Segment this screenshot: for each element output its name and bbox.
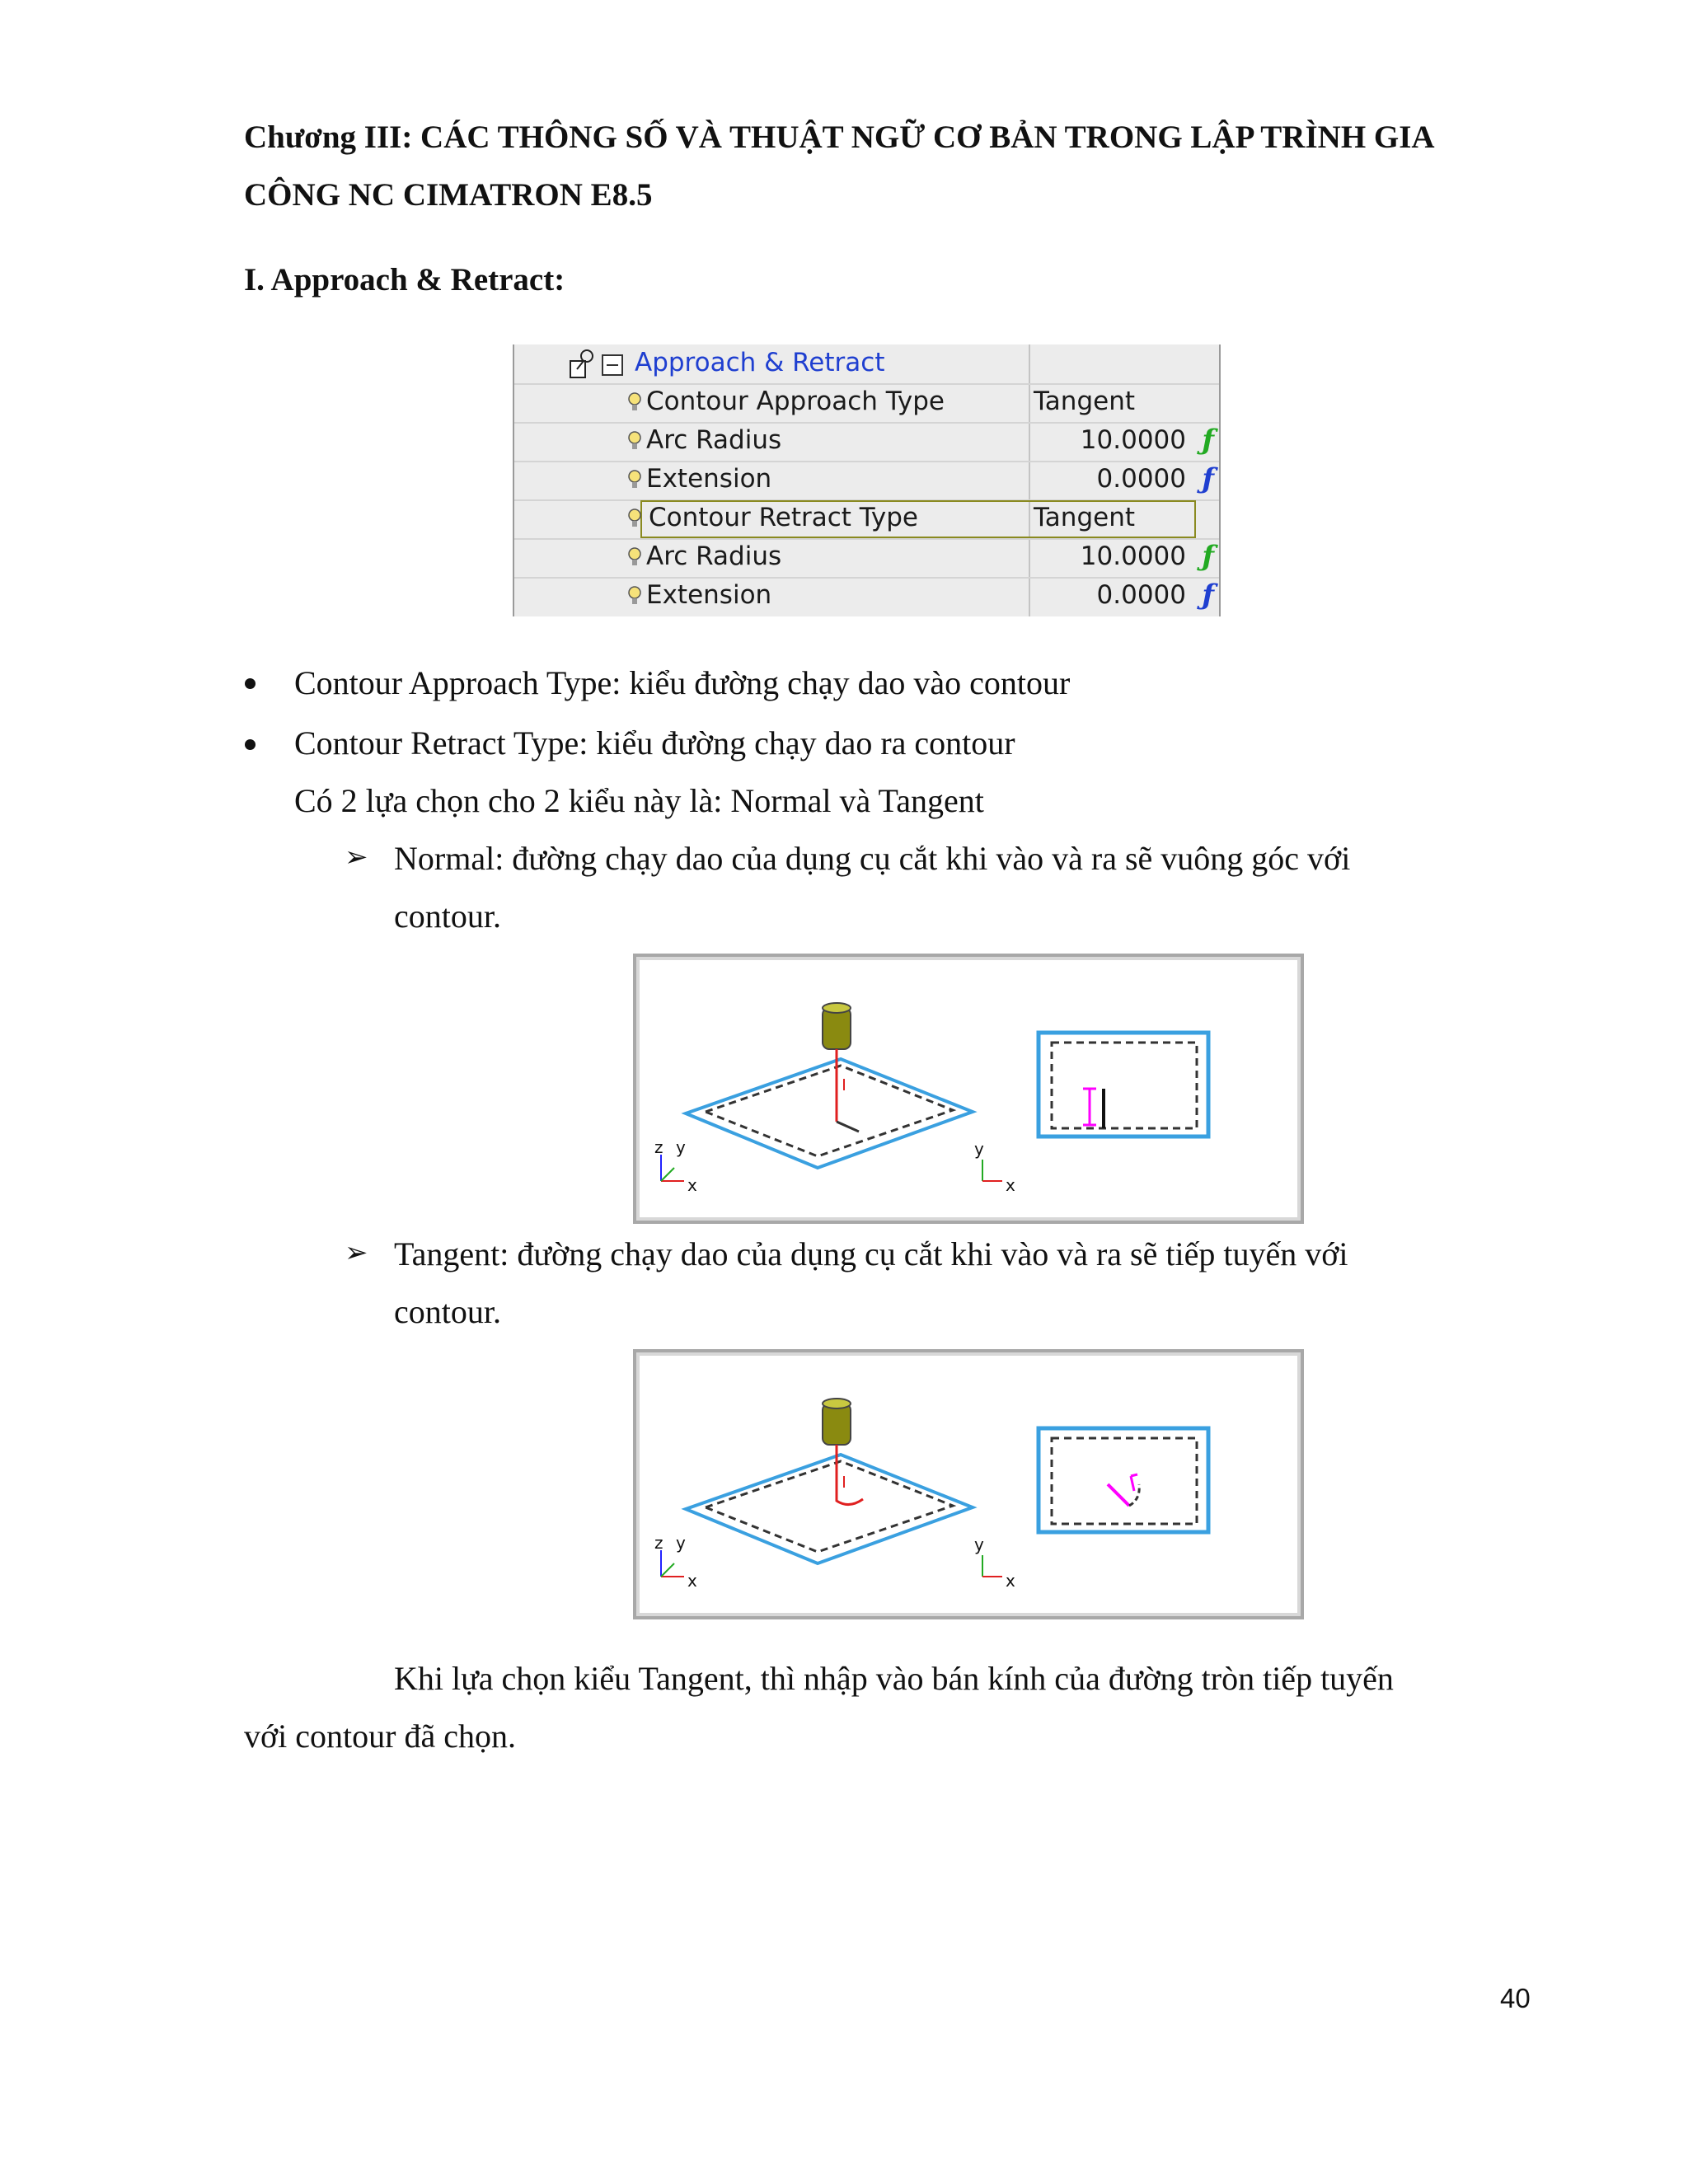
page-number: 40 <box>1500 1983 1531 2013</box>
tree-node-icon <box>569 348 598 381</box>
function-icon[interactable]: ƒ <box>1202 540 1214 573</box>
closing-line2: với contour đã chọn. <box>244 1718 516 1755</box>
table-row[interactable] <box>514 461 1219 501</box>
table-row[interactable] <box>514 383 1219 424</box>
row-value[interactable]: 0.0000 <box>1096 464 1186 494</box>
section-title: I. Approach & Retract: <box>244 262 565 298</box>
axis-y-label: y <box>676 1533 686 1553</box>
lightbulb-icon <box>626 430 643 453</box>
closing-line1: Khi lựa chọn kiểu Tangent, thì nhập vào bán kính của đường tròn tiếp tuyến <box>394 1660 1394 1697</box>
normal-diagram <box>636 957 1301 1221</box>
axis-y-label: y <box>974 1535 984 1554</box>
normal-line2: contour. <box>394 898 501 935</box>
function-icon[interactable]: ƒ <box>1202 579 1214 612</box>
lightbulb-icon <box>626 391 643 415</box>
tangent-figure <box>633 1349 1304 1619</box>
table-row-selected[interactable] <box>514 499 1219 540</box>
axis-z-label: z <box>654 1137 663 1157</box>
bullet-approach: Contour Approach Type: kiểu đường chạy dao vào contour <box>294 664 1071 701</box>
row-value[interactable]: Tangent <box>1034 387 1136 416</box>
axis-x-label: x <box>687 1571 697 1591</box>
tangent-line1: Tangent: đường chạy dao của dụng cụ cắt khi vào và ra sẽ tiếp tuyến với <box>394 1235 1348 1272</box>
row-label: Contour Approach Type <box>646 387 945 416</box>
arrow-bullet-icon: ➢ <box>345 1236 368 1269</box>
bullet-icon <box>245 739 256 750</box>
table-header-row <box>514 344 1219 385</box>
axis-y-label: y <box>974 1139 984 1159</box>
lightbulb-icon <box>626 585 643 608</box>
arrow-bullet-icon: ➢ <box>345 841 368 874</box>
group-label[interactable]: Approach & Retract <box>635 348 885 377</box>
lightbulb-icon <box>626 546 643 569</box>
table-row[interactable] <box>514 422 1219 462</box>
normal-line1: Normal: đường chạy dao của dụng cụ cắt khi vào và ra sẽ vuông góc với <box>394 840 1351 877</box>
tangent-diagram <box>636 1352 1301 1616</box>
axis-y-label: y <box>676 1137 686 1157</box>
lightbulb-icon <box>626 508 643 531</box>
approach-retract-table <box>513 344 1221 616</box>
row-label: Arc Radius <box>646 541 782 571</box>
axis-x-label: x <box>1006 1175 1015 1195</box>
tangent-line2: contour. <box>394 1293 501 1330</box>
row-label: Extension <box>646 464 772 494</box>
row-value[interactable]: Tangent <box>1034 503 1136 532</box>
collapse-icon[interactable] <box>602 354 623 376</box>
row-value[interactable]: 10.0000 <box>1080 541 1186 571</box>
bullet-icon <box>245 678 256 689</box>
bullet-retract: Contour Retract Type: kiểu đường chạy dao ra contour <box>294 724 1015 762</box>
row-value[interactable]: 10.0000 <box>1080 425 1186 455</box>
axis-x-label: x <box>1006 1571 1015 1591</box>
axis-z-label: z <box>654 1533 663 1553</box>
lightbulb-icon <box>626 469 643 492</box>
table-row[interactable] <box>514 538 1219 579</box>
chapter-title: Chương III: CÁC THÔNG SỐ VÀ THUẬT NGỮ CƠ BẢN TRONG LẬP TRÌNH GIA CÔNG NC CIMATRON E8.5 <box>244 120 1433 213</box>
row-value[interactable]: 0.0000 <box>1096 580 1186 610</box>
row-label: Contour Retract Type <box>649 503 918 532</box>
normal-figure <box>633 954 1304 1224</box>
row-label: Arc Radius <box>646 425 782 455</box>
axis-x-label: x <box>687 1175 697 1195</box>
table-row[interactable] <box>514 577 1219 616</box>
choice-line: Có 2 lựa chọn cho 2 kiểu này là: Normal và Tangent <box>294 782 984 819</box>
function-icon[interactable]: ƒ <box>1202 424 1214 457</box>
row-label: Extension <box>646 580 772 610</box>
function-icon[interactable]: ƒ <box>1202 462 1214 495</box>
